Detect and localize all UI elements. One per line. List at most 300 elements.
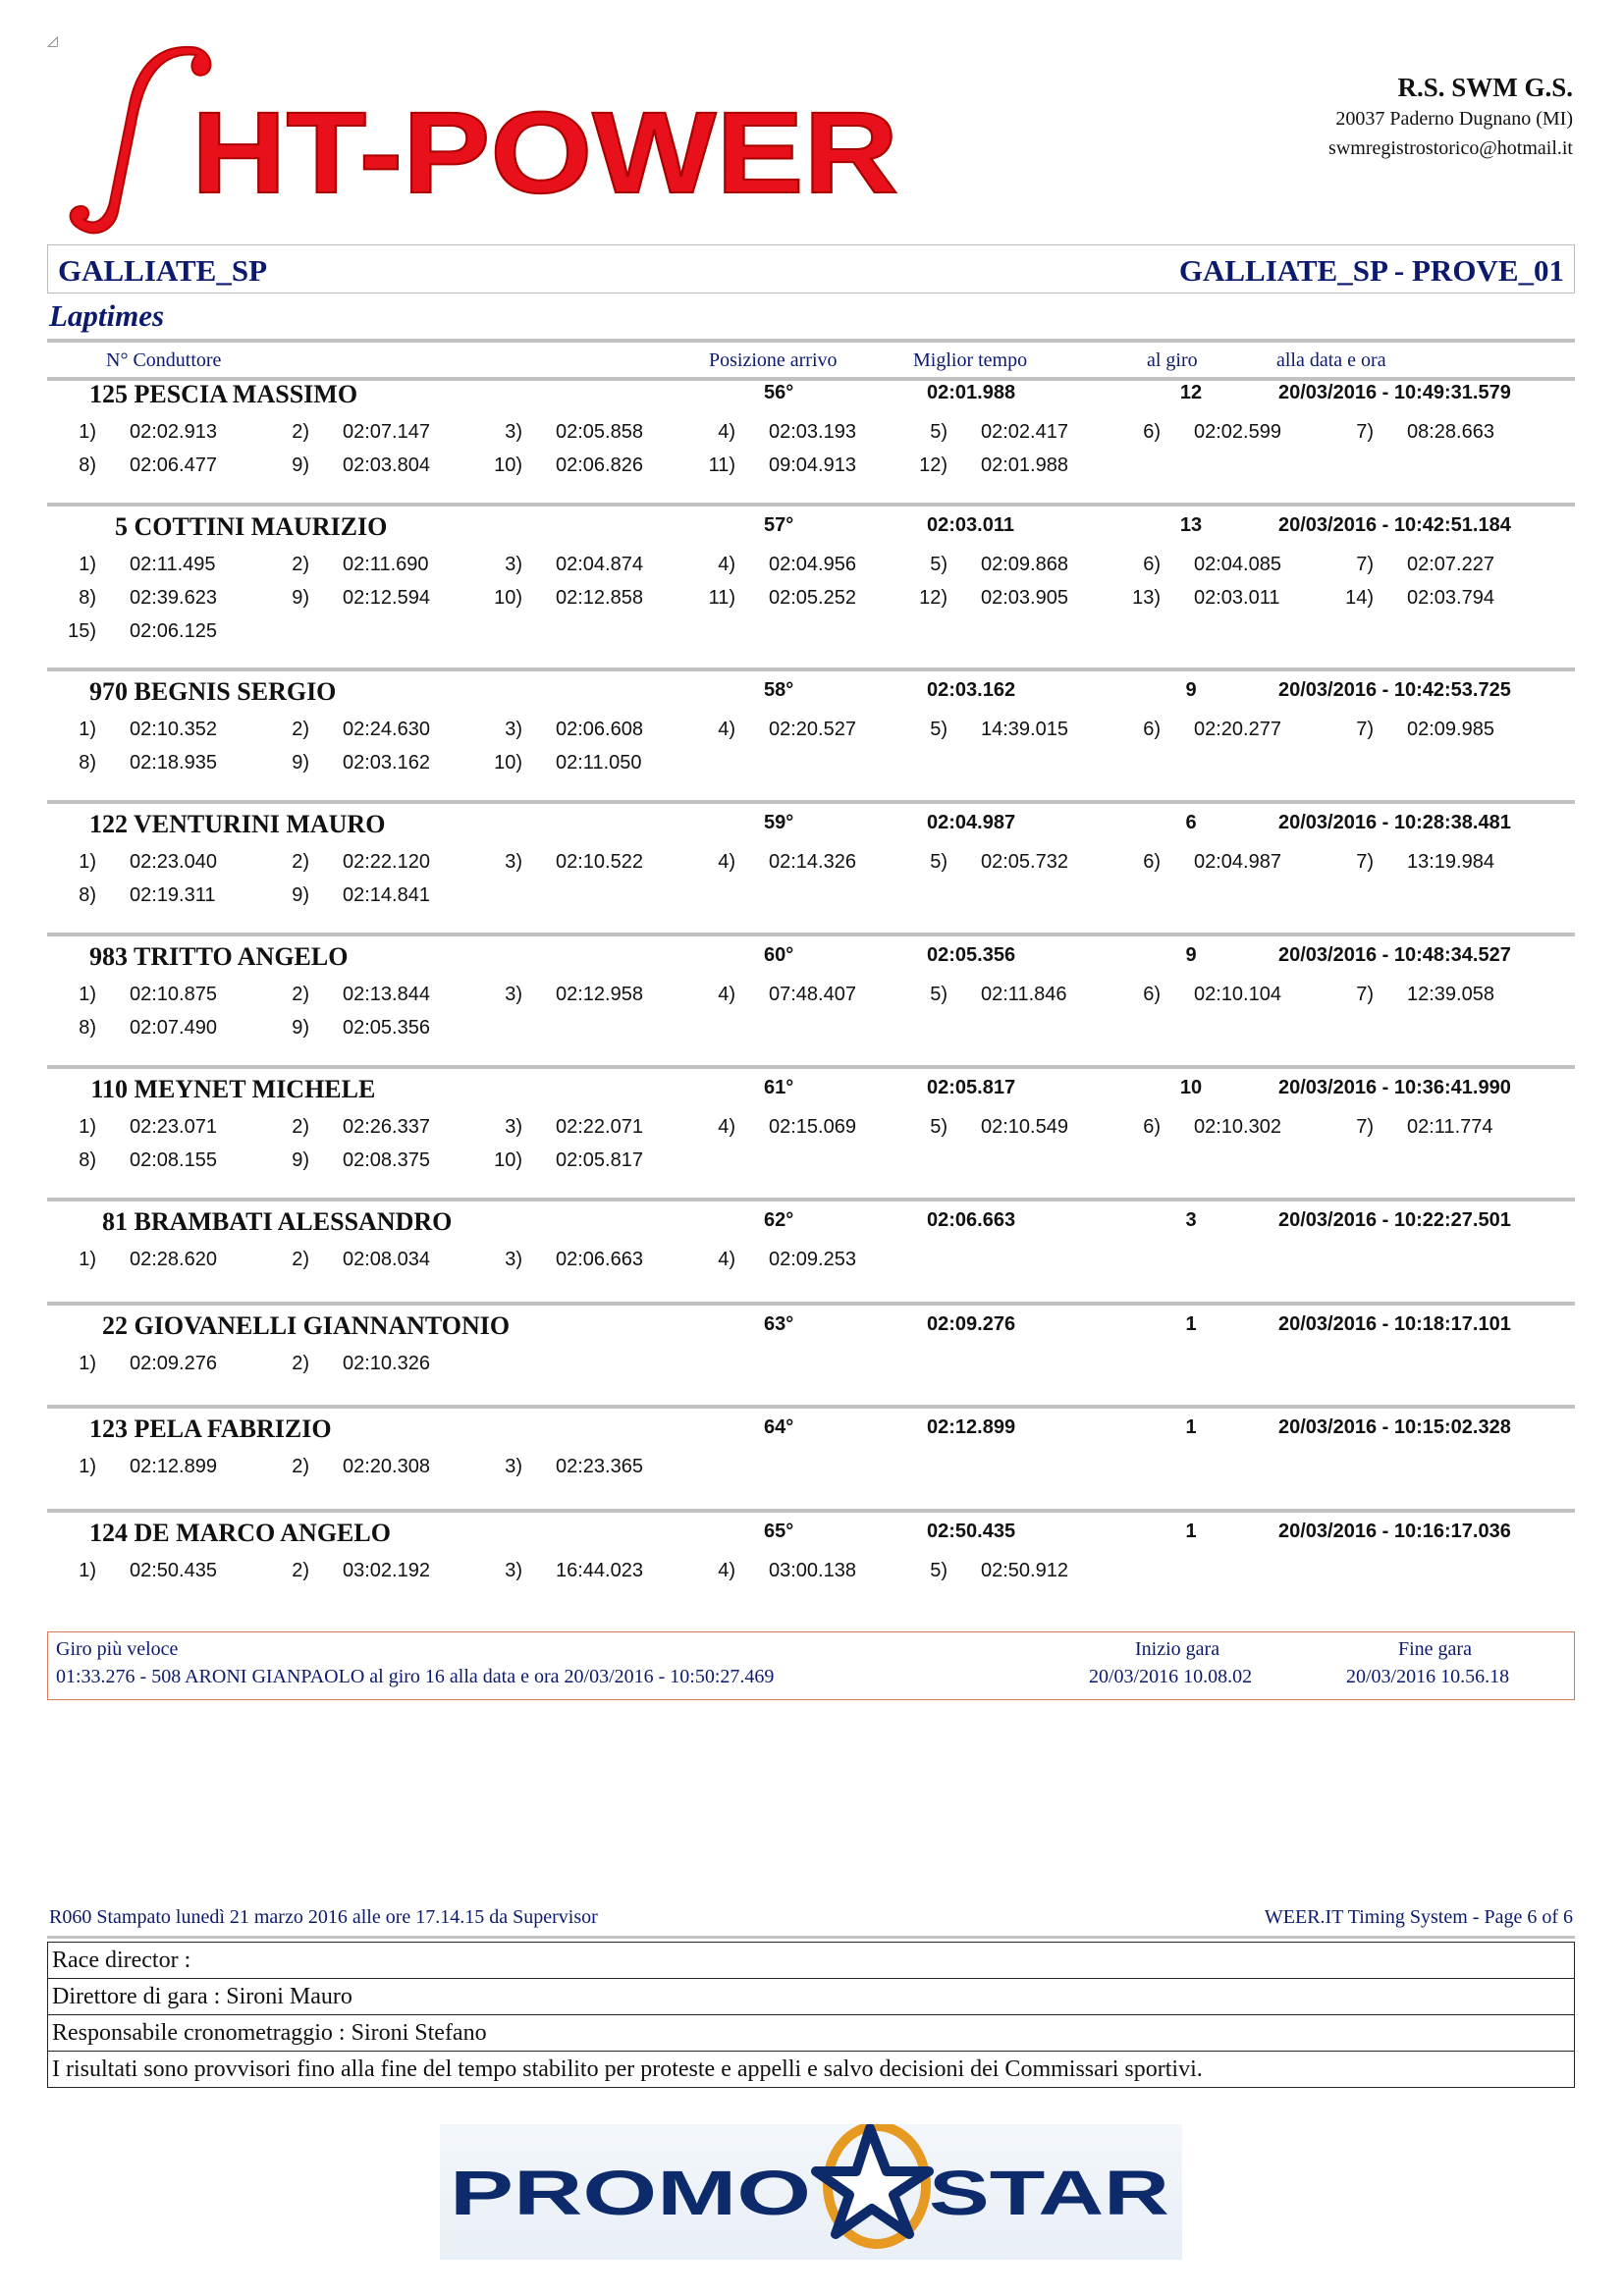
driver-fullname: DE MARCO ANGELO	[134, 1519, 391, 1547]
lap-value: 02:03.905	[981, 587, 1068, 609]
lap-value: 02:11.846	[981, 984, 1067, 1005]
lap-value: 13:19.984	[1407, 851, 1494, 873]
lap-index: 7)	[1356, 851, 1374, 873]
organization-info	[1328, 71, 1573, 163]
arrival-position: 62°	[764, 1209, 794, 1231]
lap-value: 02:03.162	[343, 752, 430, 774]
lap-time	[479, 554, 643, 576]
lap-time	[1330, 984, 1494, 1006]
lap-time	[692, 851, 856, 874]
race-direttore: Direttore di gara : Sironi Mauro	[48, 1979, 1575, 2015]
driver-number: 81	[102, 1207, 128, 1236]
logo-text: HT-POWER	[191, 88, 898, 218]
lap-time	[266, 884, 430, 907]
lap-value: 02:05.732	[981, 851, 1068, 873]
lap-index: 6)	[1143, 421, 1161, 443]
lap-index: 10)	[494, 454, 522, 476]
lap-index: 3)	[505, 984, 522, 1005]
lap-time	[53, 1353, 217, 1375]
lap-index: 14)	[1345, 587, 1374, 609]
lap-index: 3)	[505, 1249, 522, 1270]
lap-value: 02:23.040	[130, 851, 217, 873]
best-time-datetime: 20/03/2016 - 10:16:17.036	[1278, 1521, 1511, 1542]
lap-value: 02:04.956	[769, 554, 856, 575]
lap-time	[53, 1116, 217, 1139]
lap-index: 8)	[79, 587, 96, 609]
lap-value: 02:03.193	[769, 421, 856, 443]
lap-index: 6)	[1143, 554, 1161, 575]
sponsor-text-right: STAR	[929, 2158, 1169, 2228]
lap-value: 02:09.868	[981, 554, 1068, 575]
lap-value: 02:10.302	[1194, 1116, 1281, 1138]
lap-index: 8)	[79, 884, 96, 906]
lap-time	[266, 454, 430, 477]
lap-index: 1)	[79, 421, 96, 443]
lap-index: 2)	[292, 1560, 309, 1581]
lap-time	[904, 587, 1068, 610]
lap-value: 02:22.120	[343, 851, 430, 873]
lap-time	[1330, 554, 1494, 576]
lap-index: 9)	[292, 1149, 309, 1171]
lap-index: 5)	[930, 719, 947, 740]
best-lap-number: 13	[1179, 514, 1203, 536]
lap-value: 02:12.594	[343, 587, 430, 609]
lap-time	[53, 421, 217, 444]
driver-fullname: MEYNET MICHELE	[134, 1075, 376, 1103]
lap-value: 07:48.407	[769, 984, 856, 1005]
lap-index: 1)	[79, 1560, 96, 1581]
driver-name	[86, 1415, 332, 1444]
best-time: 02:50.435	[927, 1521, 1016, 1542]
race-end-value: 20/03/2016 10.56.18	[1346, 1666, 1510, 1687]
col-lap: al giro	[1147, 349, 1198, 371]
lap-time	[692, 1116, 856, 1139]
lap-value: 02:02.913	[130, 421, 217, 443]
lap-index: 2)	[292, 421, 309, 443]
lap-value: 02:13.844	[343, 984, 430, 1005]
lap-time	[479, 984, 643, 1006]
best-lap-number: 9	[1185, 944, 1197, 966]
lap-index: 11)	[708, 454, 735, 476]
lap-value: 16:44.023	[556, 1560, 643, 1581]
best-time-datetime: 20/03/2016 - 10:28:38.481	[1278, 812, 1511, 833]
lap-time	[479, 752, 642, 774]
section-title: Laptimes	[49, 298, 165, 333]
lap-index: 6)	[1143, 984, 1161, 1005]
lap-time	[53, 1149, 217, 1172]
arrival-position: 64°	[764, 1416, 794, 1438]
best-lap-number: 1	[1185, 1521, 1197, 1542]
lap-value: 02:11.690	[343, 554, 429, 575]
lap-value: 02:08.155	[130, 1149, 217, 1171]
lap-value: 02:09.276	[130, 1353, 217, 1374]
lap-index: 10)	[494, 1149, 522, 1171]
lap-value: 02:04.874	[556, 554, 643, 575]
lap-time	[1330, 851, 1494, 874]
lap-index: 9)	[292, 587, 309, 609]
lap-time	[1117, 1116, 1281, 1139]
lap-time	[266, 752, 430, 774]
driver-number: 124	[89, 1519, 128, 1547]
lap-time	[266, 1249, 430, 1271]
lap-time	[53, 719, 217, 741]
lap-time	[266, 984, 430, 1006]
arrival-position: 60°	[764, 944, 794, 966]
best-time: 02:05.356	[927, 944, 1016, 966]
lap-time	[1117, 719, 1281, 741]
org-address: 20037 Paderno Dugnano (MI)	[1335, 108, 1573, 130]
lap-index: 5)	[930, 851, 947, 873]
lap-value: 02:04.085	[1194, 554, 1281, 575]
lap-value: 02:05.356	[343, 1017, 430, 1039]
timekeeping-manager: Responsabile cronometraggio : Sironi Stefano	[48, 2015, 1575, 2052]
lap-time	[1117, 851, 1281, 874]
lap-time	[266, 554, 429, 576]
lap-time	[479, 1116, 643, 1139]
lap-time	[53, 1560, 217, 1582]
lap-value: 02:11.495	[130, 554, 216, 575]
driver-fullname: BEGNIS SERGIO	[134, 677, 337, 706]
org-name: R.S. SWM G.S.	[1397, 73, 1573, 102]
lap-index: 6)	[1143, 1116, 1161, 1138]
lap-index: 7)	[1356, 421, 1374, 443]
driver-fullname: COTTINI MAURIZIO	[134, 512, 388, 541]
lap-time	[904, 1560, 1068, 1582]
best-time: 02:05.817	[927, 1077, 1016, 1098]
lap-time	[53, 1249, 217, 1271]
org-email: swmregistrostorico@hotmail.it	[1328, 137, 1573, 159]
lap-value: 02:20.277	[1194, 719, 1281, 740]
lap-value: 02:24.630	[343, 719, 430, 740]
lap-time	[266, 1116, 430, 1139]
lap-index: 2)	[292, 1116, 309, 1138]
lap-time	[53, 851, 217, 874]
lap-index: 9)	[292, 454, 309, 476]
lap-time	[1117, 587, 1280, 610]
print-info: R060 Stampato lunedì 21 marzo 2016 alle ore 17.14.15 da Supervisor	[49, 1906, 598, 1928]
lap-time	[904, 454, 1068, 477]
lap-time	[479, 1560, 643, 1582]
lap-time	[692, 554, 856, 576]
col-driver: N° Conduttore	[106, 349, 222, 371]
lap-index: 9)	[292, 884, 309, 906]
lap-time	[479, 1149, 643, 1172]
best-time-datetime: 20/03/2016 - 10:49:31.579	[1278, 382, 1511, 403]
lap-index: 7)	[1356, 554, 1374, 575]
lap-index: 2)	[292, 554, 309, 575]
lap-time	[53, 884, 216, 907]
divider	[47, 339, 1575, 343]
lap-value: 02:02.417	[981, 421, 1068, 443]
best-time-datetime: 20/03/2016 - 10:48:34.527	[1278, 944, 1511, 966]
lap-value: 02:11.050	[556, 752, 642, 774]
driver-name	[86, 512, 387, 542]
lap-value: 02:50.912	[981, 1560, 1068, 1581]
lap-index: 7)	[1356, 984, 1374, 1005]
lap-index: 8)	[79, 752, 96, 774]
divider	[47, 1509, 1575, 1513]
lap-value: 02:03.804	[343, 454, 430, 476]
lap-value: 02:10.522	[556, 851, 643, 873]
lap-value: 02:23.071	[130, 1116, 217, 1138]
lap-time	[904, 719, 1068, 741]
lap-time	[266, 1353, 430, 1375]
arrival-position: 59°	[764, 812, 794, 833]
lap-value: 02:28.620	[130, 1249, 217, 1270]
event-name: GALLIATE_SP	[58, 253, 268, 288]
lap-value: 02:03.794	[1407, 587, 1494, 609]
driver-number: 5	[115, 512, 128, 541]
best-lap-number: 10	[1179, 1077, 1203, 1098]
driver-name	[86, 942, 348, 972]
driver-name	[86, 810, 385, 839]
divider	[47, 667, 1575, 671]
lap-index: 4)	[718, 851, 735, 873]
lap-time	[692, 454, 856, 477]
lap-time	[266, 421, 430, 444]
best-time: 02:09.276	[927, 1313, 1016, 1335]
fastest-lap-label: Giro più veloce	[56, 1638, 179, 1660]
driver-name	[86, 677, 336, 707]
lap-index: 12)	[919, 587, 947, 609]
lap-time	[479, 1249, 643, 1271]
lap-value: 09:04.913	[769, 454, 856, 476]
divider	[47, 1302, 1575, 1306]
lap-value: 02:08.375	[343, 1149, 430, 1171]
best-time: 02:12.899	[927, 1416, 1016, 1438]
race-start-value: 20/03/2016 10.08.02	[1089, 1666, 1253, 1687]
lap-time	[479, 719, 643, 741]
driver-number: 110	[90, 1075, 128, 1103]
lap-time	[1330, 587, 1494, 610]
driver-fullname: VENTURINI MAURO	[134, 810, 386, 838]
lap-index: 2)	[292, 851, 309, 873]
lap-value: 02:09.985	[1407, 719, 1494, 740]
lap-index: 4)	[718, 1560, 735, 1581]
lap-value: 02:10.875	[130, 984, 217, 1005]
lap-index: 3)	[505, 554, 522, 575]
lap-value: 02:04.987	[1194, 851, 1281, 873]
lap-value: 02:06.125	[130, 620, 217, 642]
lap-index: 4)	[718, 1116, 735, 1138]
col-datetime: alla data e ora	[1276, 349, 1386, 371]
lap-index: 13)	[1132, 587, 1161, 609]
lap-index: 3)	[505, 1456, 522, 1477]
lap-value: 02:50.435	[130, 1560, 217, 1581]
lap-value: 02:15.069	[769, 1116, 856, 1138]
best-time-datetime: 20/03/2016 - 10:15:02.328	[1278, 1416, 1511, 1438]
lap-value: 02:10.549	[981, 1116, 1068, 1138]
lap-index: 2)	[292, 1249, 309, 1270]
lap-time	[692, 421, 856, 444]
race-summary	[47, 1631, 1575, 1700]
lap-index: 3)	[505, 1560, 522, 1581]
lap-time	[1330, 719, 1494, 741]
lap-value: 02:12.858	[556, 587, 643, 609]
arrival-position: 65°	[764, 1521, 794, 1542]
driver-fullname: BRAMBATI ALESSANDRO	[134, 1207, 453, 1236]
lap-index: 1)	[79, 851, 96, 873]
driver-fullname: GIOVANELLI GIANNANTONIO	[134, 1311, 511, 1340]
session-name: GALLIATE_SP - PROVE_01	[1178, 253, 1564, 288]
driver-fullname: TRITTO ANGELO	[134, 942, 349, 971]
race-start-label: Inizio gara	[1135, 1638, 1220, 1660]
divider	[47, 1198, 1575, 1201]
lap-time	[692, 984, 856, 1006]
lap-time	[692, 587, 856, 610]
best-time: 02:01.988	[927, 382, 1016, 403]
lap-index: 8)	[79, 1149, 96, 1171]
driver-name	[86, 380, 357, 409]
lap-value: 02:14.841	[343, 884, 430, 906]
lap-index: 7)	[1356, 719, 1374, 740]
best-time: 02:04.987	[927, 812, 1016, 833]
lap-time	[53, 587, 217, 610]
lap-index: 5)	[930, 984, 947, 1005]
best-lap-number: 1	[1185, 1313, 1197, 1335]
divider	[47, 503, 1575, 507]
divider	[47, 933, 1575, 936]
lap-index: 2)	[292, 719, 309, 740]
lap-time	[53, 984, 217, 1006]
driver-number: 983	[89, 942, 128, 971]
lap-value: 02:01.988	[981, 454, 1068, 476]
lap-index: 1)	[79, 1116, 96, 1138]
lap-value: 02:05.817	[556, 1149, 643, 1171]
lap-index: 2)	[292, 1353, 309, 1374]
arrival-position: 63°	[764, 1313, 794, 1335]
lap-time	[692, 719, 856, 741]
lap-time	[1117, 554, 1281, 576]
integral-s-icon	[71, 47, 211, 233]
lap-value: 02:14.326	[769, 851, 856, 873]
lap-index: 7)	[1356, 1116, 1374, 1138]
lap-value: 02:07.490	[130, 1017, 217, 1039]
lap-value: 02:05.252	[769, 587, 856, 609]
lap-time	[266, 1017, 430, 1040]
corner-mark: ◿	[47, 34, 58, 49]
best-time: 02:03.011	[927, 514, 1014, 536]
driver-number: 125	[89, 380, 128, 408]
lap-index: 4)	[718, 1249, 735, 1270]
lap-index: 5)	[930, 421, 947, 443]
lap-value: 02:19.311	[130, 884, 216, 906]
lap-value: 02:12.899	[130, 1456, 217, 1477]
arrival-position: 57°	[764, 514, 794, 536]
col-best-time: Miglior tempo	[913, 349, 1028, 371]
best-time: 02:06.663	[927, 1209, 1016, 1231]
lap-time	[1330, 1116, 1493, 1139]
lap-index: 3)	[505, 851, 522, 873]
lap-index: 1)	[79, 984, 96, 1005]
lap-time	[266, 587, 430, 610]
promostar-logo	[440, 2124, 1182, 2260]
lap-index: 1)	[79, 719, 96, 740]
lap-time	[53, 454, 217, 477]
lap-index: 6)	[1143, 851, 1161, 873]
best-lap-number: 3	[1185, 1209, 1197, 1231]
lap-time	[479, 454, 643, 477]
lap-index: 6)	[1143, 719, 1161, 740]
lap-value: 02:23.365	[556, 1456, 643, 1477]
driver-fullname: PESCIA MASSIMO	[134, 380, 358, 408]
best-lap-number: 6	[1185, 812, 1197, 833]
best-lap-number: 12	[1179, 382, 1203, 403]
lap-time	[692, 1560, 856, 1582]
divider	[47, 1065, 1575, 1069]
lap-time	[266, 1456, 430, 1478]
race-end-label: Fine gara	[1398, 1638, 1472, 1660]
lap-value: 02:20.527	[769, 719, 856, 740]
lap-value: 12:39.058	[1407, 984, 1494, 1005]
lap-value: 02:09.253	[769, 1249, 856, 1270]
best-time-datetime: 20/03/2016 - 10:22:27.501	[1278, 1209, 1511, 1231]
lap-value: 02:26.337	[343, 1116, 430, 1138]
lap-value: 02:12.958	[556, 984, 643, 1005]
lap-index: 4)	[718, 984, 735, 1005]
driver-fullname: PELA FABRIZIO	[134, 1415, 332, 1443]
lap-index: 4)	[718, 421, 735, 443]
title-bar	[47, 244, 1575, 294]
arrival-position: 61°	[764, 1077, 794, 1098]
lap-value: 02:02.599	[1194, 421, 1281, 443]
sht-power-logo	[49, 45, 933, 241]
lap-time	[266, 719, 430, 741]
lap-time	[266, 851, 430, 874]
lap-value: 14:39.015	[981, 719, 1068, 740]
lap-time	[53, 620, 217, 643]
lap-index: 4)	[718, 719, 735, 740]
lap-time	[479, 421, 643, 444]
lap-index: 9)	[292, 752, 309, 774]
best-time-datetime: 20/03/2016 - 10:42:51.184	[1278, 514, 1511, 536]
lap-time	[692, 1249, 856, 1271]
lap-value: 02:06.608	[556, 719, 643, 740]
driver-name	[86, 1207, 452, 1237]
lap-index: 4)	[718, 554, 735, 575]
lap-index: 2)	[292, 1456, 309, 1477]
best-time-datetime: 20/03/2016 - 10:18:17.101	[1278, 1313, 1511, 1335]
best-lap-number: 1	[1185, 1416, 1197, 1438]
best-lap-number: 9	[1185, 679, 1197, 701]
lap-value: 02:07.227	[1407, 554, 1494, 575]
best-time-datetime: 20/03/2016 - 10:42:53.725	[1278, 679, 1511, 701]
best-time-datetime: 20/03/2016 - 10:36:41.990	[1278, 1077, 1511, 1098]
lap-time	[904, 554, 1068, 576]
lap-time	[479, 587, 643, 610]
lap-value: 02:18.935	[130, 752, 217, 774]
lap-index: 1)	[79, 554, 96, 575]
lap-value: 02:05.858	[556, 421, 643, 443]
divider	[47, 1405, 1575, 1409]
lap-value: 02:39.623	[130, 587, 217, 609]
driver-number: 122	[89, 810, 128, 838]
driver-number: 22	[102, 1311, 128, 1340]
lap-value: 02:06.477	[130, 454, 217, 476]
lap-time	[53, 752, 217, 774]
divider	[47, 1936, 1575, 1939]
page-info: WEER.IT Timing System - Page 6 of 6	[1264, 1906, 1573, 1928]
lap-time	[53, 1017, 217, 1040]
disclaimer: I risultati sono provvisori fino alla fine del tempo stabilito per proteste e appelli e salvo decisioni dei Commissari sportivi.	[48, 2052, 1575, 2088]
sponsor-text-left: PROMO	[450, 2158, 811, 2228]
lap-time	[53, 554, 216, 576]
driver-name	[86, 1519, 391, 1548]
lap-time	[479, 851, 643, 874]
lap-value: 02:10.352	[130, 719, 217, 740]
lap-value: 02:22.071	[556, 1116, 643, 1138]
lap-index: 1)	[79, 1456, 96, 1477]
